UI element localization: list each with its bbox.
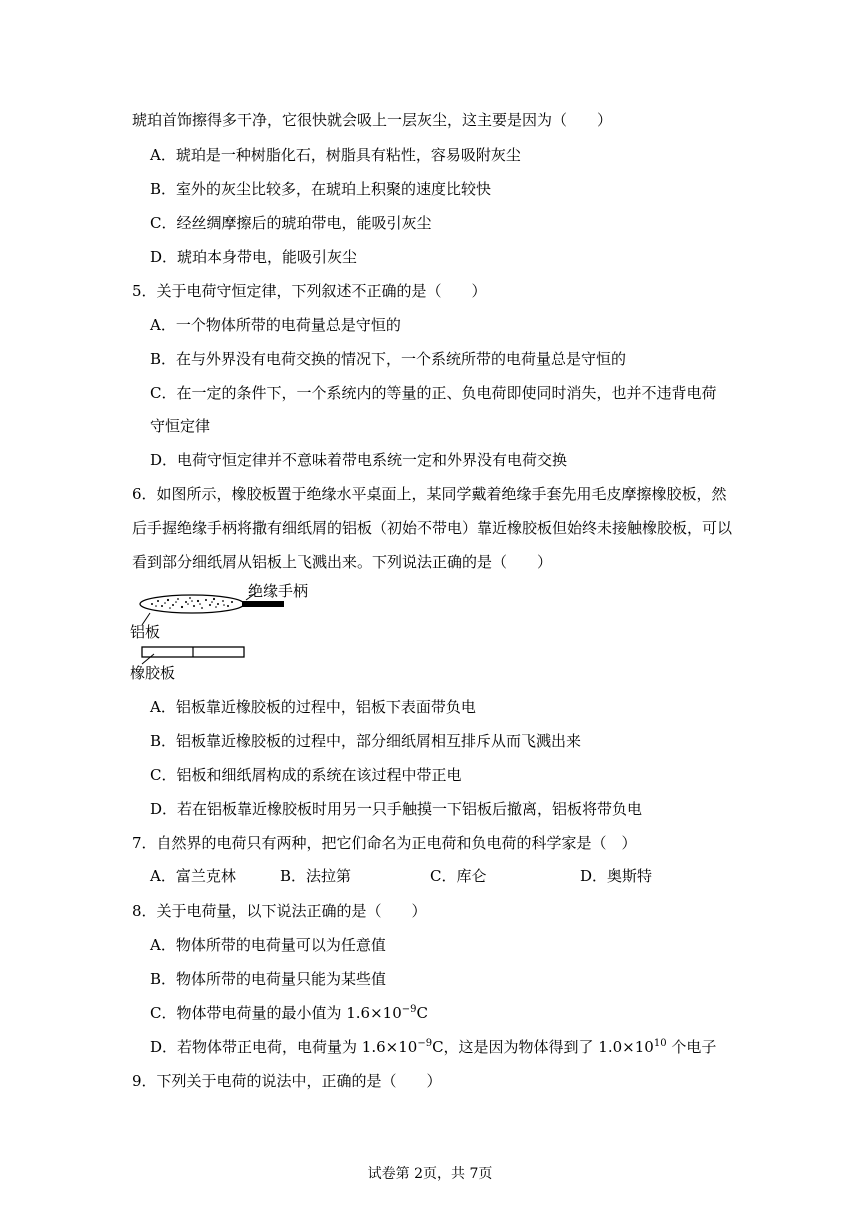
q5-option-b: B．在与外界没有电荷交换的情况下，一个系统所带的电荷量总是守恒的 <box>150 350 627 368</box>
q8-option-c-unit: C <box>416 1004 428 1022</box>
q4-option-d: D．琥珀本身带电，能吸引灰尘 <box>150 248 358 266</box>
q8-option-a: A．物体所带的电荷量可以为任意值 <box>150 936 386 954</box>
q7-option-b: B．法拉第 <box>280 867 352 885</box>
rubber-plate-label: 橡胶板 <box>130 664 176 682</box>
q4-option-a: A．琥珀是一种树脂化石，树脂具有粘性，容易吸附灰尘 <box>150 146 521 164</box>
aluminum-plate-label: 铝板 <box>130 623 161 641</box>
q8-option-d-text2: C，这是因为物体得到了 1.0×10 <box>432 1038 654 1056</box>
q6-option-b: B．铝板靠近橡胶板的过程中，部分细纸屑相互排斥从而飞溅出来 <box>150 732 582 750</box>
q6-stem-line3: 看到部分细纸屑从铝板上飞溅出来。下列说法正确的是（ ） <box>132 553 553 571</box>
q6-option-d: D．若在铝板靠近橡胶板时用另一只手触摸一下铝板后撤离，铝板将带负电 <box>150 800 643 818</box>
q7-options <box>150 866 710 886</box>
q6-stem-line1: 6．如图所示，橡胶板置于绝缘水平桌面上，某同学戴着绝缘手套先用毛皮摩擦橡胶板，然 <box>132 485 727 503</box>
q8-option-c <box>150 1003 428 1023</box>
q8-option-c-exponent: −9 <box>401 1004 417 1015</box>
q6-option-a: A．铝板靠近橡胶板的过程中，铝板下表面带负电 <box>150 698 476 716</box>
aluminum-plate-shape <box>140 595 244 613</box>
q7-stem: 7．自然界的电荷只有两种，把它们命名为正电荷和负电荷的科学家是（ ） <box>132 834 637 852</box>
q4-option-b: B．室外的灰尘比较多，在琥珀上积聚的速度比较快 <box>150 180 492 198</box>
q7-option-c: C．库仑 <box>430 867 487 885</box>
q6-stem-line2: 后手握绝缘手柄将撒有细纸屑的铝板（初始不带电）靠近橡胶板但始终未接触橡胶板，可以 <box>132 519 733 537</box>
insulated-handle-label: 绝缘手柄 <box>248 582 309 600</box>
page-footer: 试卷第 2页，共 7页 <box>367 1166 493 1182</box>
q4-stem-tail: 琥珀首饰擦得多干净，它很快就会吸上一层灰尘，这主要是因为（ ） <box>132 111 613 129</box>
q5-option-c-line1: C．在一定的条件下，一个系统内的等量的正、负电荷即使同时消失，也并不违背电荷 <box>150 384 717 402</box>
q8-option-d-exponent2: 10 <box>653 1038 667 1049</box>
q5-stem: 5．关于电荷守恒定律，下列叙述不正确的是（ ） <box>132 282 487 300</box>
q8-option-d-text1: D．若物体带正电荷，电荷量为 1.6×10 <box>150 1038 418 1056</box>
q7-option-d: D．奥斯特 <box>580 867 653 885</box>
q6-option-c: C．铝板和细纸屑构成的系统在该过程中带正电 <box>150 766 462 784</box>
q8-option-c-text: C．物体带电荷量的最小值为 1.6×10 <box>150 1004 402 1022</box>
q7-option-a: A．富兰克林 <box>150 867 236 885</box>
q8-option-d <box>150 1037 716 1057</box>
q8-stem: 8．关于电荷量，以下说法正确的是（ ） <box>132 902 427 920</box>
q5-option-a: A．一个物体所带的电荷量总是守恒的 <box>150 316 401 334</box>
q9-stem: 9．下列关于电荷的说法中，正确的是（ ） <box>132 1072 442 1090</box>
q4-option-c: C．经丝绸摩擦后的琥珀带电，能吸引灰尘 <box>150 214 432 232</box>
insulated-handle-shape <box>242 601 284 607</box>
q8-option-d-exponent1: −9 <box>417 1038 433 1049</box>
aluminum-plate-figure <box>128 582 328 684</box>
q5-option-d: D．电荷守恒定律并不意味着带电系统一定和外界没有电荷交换 <box>150 451 568 469</box>
q8-option-b: B．物体所带的电荷量只能为某些值 <box>150 970 387 988</box>
q5-option-c-line2: 守恒定律 <box>150 417 211 435</box>
q8-option-d-text3: 个电子 <box>666 1038 717 1056</box>
